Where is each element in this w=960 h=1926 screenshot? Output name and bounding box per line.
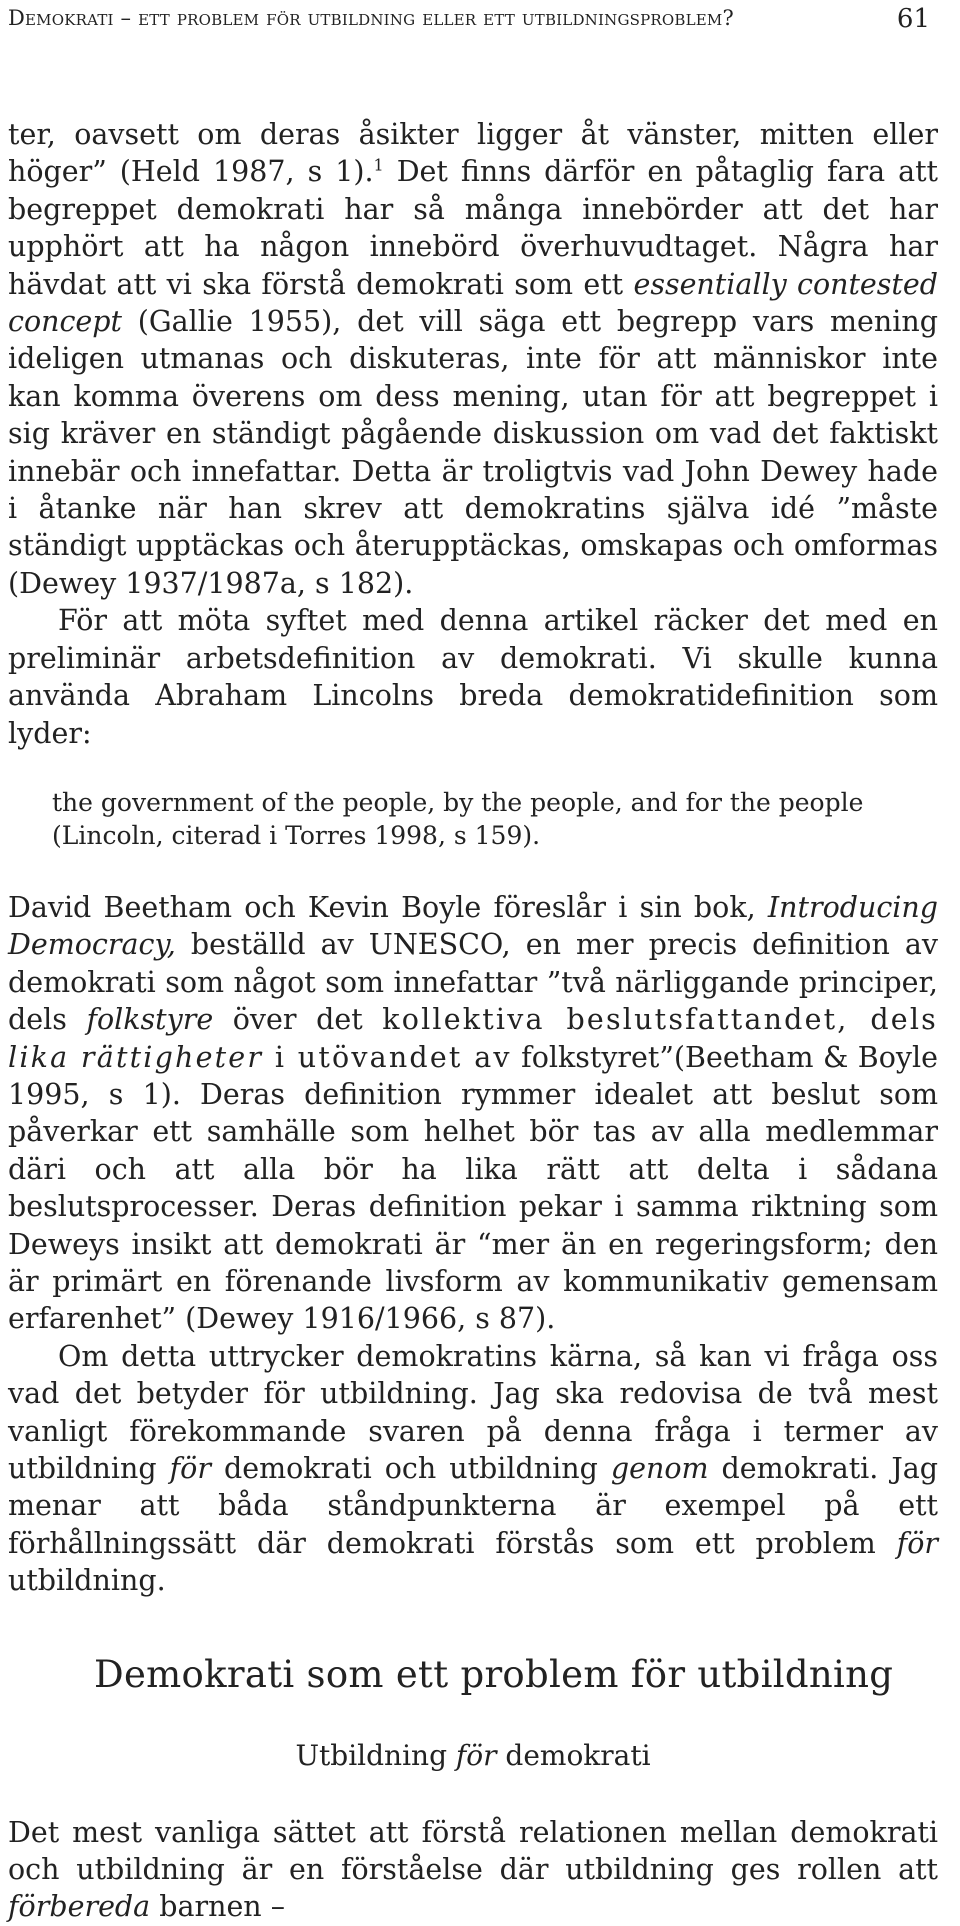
text-run: ter, oavsett om deras åsikter ligger åt vänster, mitten eller höger” (Held 1987, s 1). [8, 118, 938, 189]
text-run: kollektiva beslutsfattandet, dels [382, 1003, 938, 1037]
italic-term: folkstyre [86, 1003, 214, 1037]
text-run: David Beetham och Kevin Boyle föreslår i sin bok, [8, 890, 768, 924]
text-run: (Gallie 1955), det vill säga ett begrepp vars mening ideligen utmanas och diskuteras, inte för att människor inte kan komma överens om dess mening, utan för att begreppet i sig kräver en ständigt pågående diskussion om vad det faktiskt innebär och innefattar. Detta är troligtvis vad John Dewey hade i åtanke när han skrev att demokratins själva idé ”måste ständigt upptäckas och återupptäckas, omskapas och omformas (Dewey 1937/1987a, s 182). [8, 305, 938, 600]
block-quote: the government of the people, by the people, and for the people (Lincoln, citerad i Torres 1998, s 159). [52, 787, 864, 851]
italic-term: genom [610, 1452, 709, 1485]
text-run: Det mest vanliga sättet att förstå relationen mellan demokrati och utbildning är en förståelse där utbildning ges rollen att [8, 1815, 938, 1887]
text-run: Om detta uttrycker demokratins kärna, så kan vi fråga oss vad det betyder för utbildning. Jag ska redovisa de två mest vanligt förekommande svaren på denna fråga i termer av utbildning [8, 1339, 938, 1485]
section-heading: Demokrati som ett problem för utbildning [94, 1652, 894, 1696]
text-run: demokrati [496, 1738, 651, 1772]
italic-term: för [896, 1526, 938, 1560]
paragraph [8, 889, 938, 1338]
italic-term: förbereda [8, 1890, 151, 1924]
paragraph: För att möta syftet med denna artikel räcker det med en preliminär arbetsdefinition av demokrati. Vi skulle kunna använda Abraham Lincolns breda demokratidefinition som lyder: [8, 604, 938, 750]
italic-term: lika rättigheter [8, 1040, 264, 1074]
italic-term: essentially contested concept [8, 267, 938, 339]
page-number: 61 [896, 4, 930, 34]
text-run: demokrati. Jag menar att båda ståndpunkterna är exempel på ett förhållningssätt där demokrati förstås som ett problem [8, 1452, 939, 1560]
running-header [8, 0, 938, 44]
italic-term: för [169, 1452, 211, 1485]
running-title: Demokrati – ett problem för utbildning eller ett utbildningsproblem? [8, 6, 734, 30]
text-run: Utbildning [295, 1738, 456, 1772]
text-run: beställd av UNESCO, en mer precis definition av demokrati som något som innefattar ”två närliggande principer, dels [8, 928, 938, 1037]
paragraph [8, 1338, 938, 1600]
paragraph [8, 1814, 938, 1926]
text-run: demokrati och utbildning [210, 1452, 611, 1485]
book-title: Introducing Democracy, [8, 890, 938, 962]
text-run: över det [213, 1003, 383, 1037]
body-text [8, 116, 938, 1926]
paragraph [8, 116, 938, 602]
italic-term: för [455, 1738, 497, 1772]
text-run: folkstyret”(Beetham & Boyle 1995, s 1). Deras definition rymmer idealet att beslut som påverkar ett samhälle som helhet bör tas av alla medlemmar däri och att alla bör ha lika rätt att delta i sådana beslutsprocesser. Deras definition pekar i samma riktning som Deweys insikt att demokrati är “mer än en regeringsform; den är primärt en förenande livsform av kommunikativ gemensam erfarenhet” (Dewey 1916/1966, s 87). [8, 1040, 938, 1336]
text-run: utbildning. [8, 1564, 166, 1598]
text-run: barnen – [150, 1890, 285, 1924]
text-run: Det finns därför en påtaglig fara att begreppet demokrati har så många innebörder att det har upphört att ha någon innebörd överhuvudtaget. Några har hävdat att vi ska förstå demokrati som ett [8, 155, 939, 301]
footnote-mark: 1 [373, 155, 384, 175]
text-run: i utövandet av [263, 1040, 512, 1074]
subsection-heading [8, 1736, 938, 1776]
